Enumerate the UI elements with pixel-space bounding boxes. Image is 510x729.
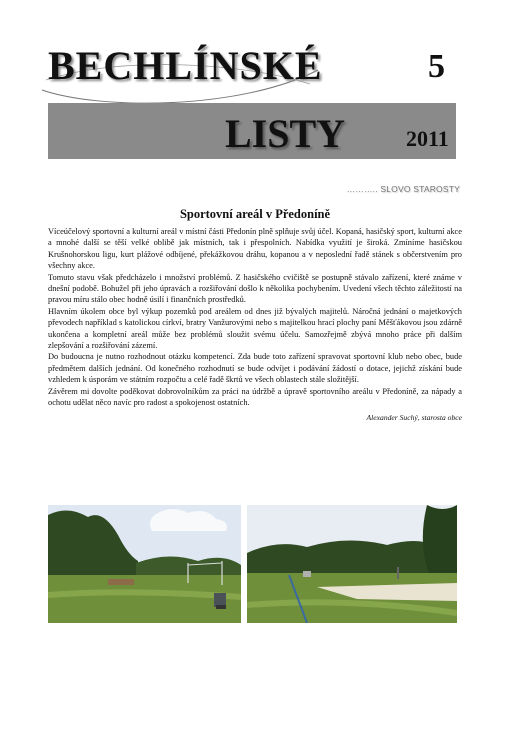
article-paragraph: Závěrem mi dovolte poděkovat dobrovolníkům za práci na údržbě a úpravě sportovního areálu v Předoníně, za nápady a ochotu udělat něco navíc pro radost a spokojenost ostatních. xyxy=(48,386,462,408)
newsletter-title-line2: LISTY xyxy=(225,111,346,156)
article-body xyxy=(48,226,462,409)
section-label: ……….. SLOVO STAROSTY xyxy=(346,184,460,194)
article-title: Sportovní areál v Předoníně xyxy=(179,207,331,221)
article-paragraph: Do budoucna je nutno rozhodnout otázku kompetencí. Zda bude toto zařízení spravovat sportovní klub nebo obec, bude předmětem dalších jednání. Od konečného rozhodnutí se bude odvíjet i podávání žádostí o dotace, jejichž získání bude vzhledem k úsporám ve státním rozpočtu a celé řadě škrtů ve všech oblastech stále složitější. xyxy=(48,352,462,385)
article-paragraph: Tomuto stavu však předcházelo i množství problémů. Z hasičského cvičiště se postupně stávalo zařízení, které známe v dnešní podobě. Bohužel při jeho úpravách a rozšiřování došlo k několika pochybením. Uvedení všech těchto záležitostí na pravou míru stálo obec hodně úsilí i finančních prostředků. xyxy=(48,272,462,305)
article xyxy=(48,207,462,422)
article-paragraph: Víceúčelový sportovní a kulturní areál v místní části Předonín plně splňuje svůj účel. Kopaná, hasičský sport, kulturní akce a mnohé další se těší velké oblibě jak místních, tak i přespolních. Nabídka využití je široká. Zmíníme hasičskou Krušnohorskou ligu, kurt plážové odbíjené, překážkovou dráhu, kopanou a v neposlední řadě stánek s občerstvením pro všechny akce. xyxy=(48,227,462,271)
issue-year: 2011 xyxy=(406,126,449,151)
article-paragraph: Hlavním úkolem obce byl výkup pozemků pod areálem od dnes již bývalých majitelů. Náročná jednání o majetkových převodech například s katolickou církví, bratry Vanžurovými nebo s majitelkou hrací plochy paní Měšťákovou jsou zdárně ukončena a kompletní areál může bez problémů sloužit svému účelu. Samozřejmě zbývá mnoho práce při dalším zlepšování a rozšiřování zázemí. xyxy=(48,306,462,351)
newsletter-title-line1: BECHLÍNSKÉ xyxy=(48,43,323,88)
masthead xyxy=(0,0,510,200)
sports-field-photo-1 xyxy=(48,505,241,623)
issue-number: 5 xyxy=(428,48,445,85)
article-signature: Alexander Suchý, starosta obce xyxy=(366,412,462,422)
sports-field-photo-2 xyxy=(247,505,457,623)
